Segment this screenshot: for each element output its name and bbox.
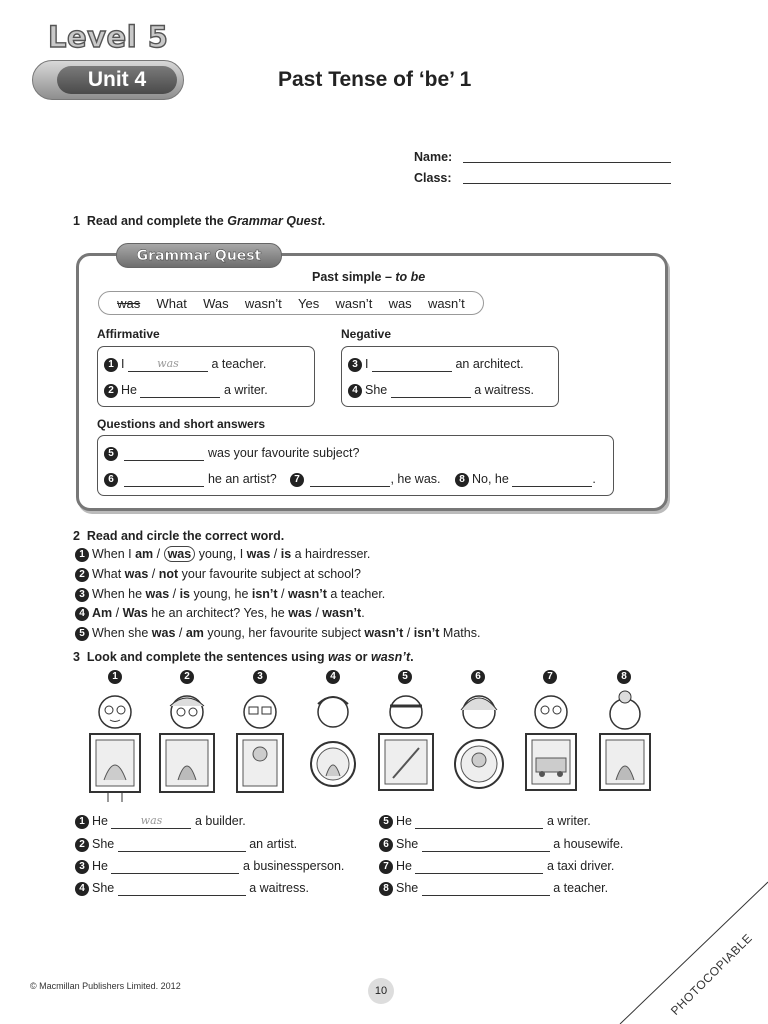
person-holding-picture-illustration	[520, 690, 582, 804]
qa-label: Questions and short answers	[97, 417, 266, 431]
person-holding-picture-illustration	[156, 690, 218, 804]
qa-item-6: 6 he an artist?	[104, 472, 277, 487]
person-holding-picture-illustration	[594, 690, 656, 804]
level-heading: Level 5	[48, 20, 169, 54]
qa-item-7: 7 , he was.	[290, 472, 441, 487]
answer-blank[interactable]	[111, 860, 239, 874]
answer-blank[interactable]	[140, 384, 220, 398]
affirmative-label: Affirmative	[97, 327, 160, 341]
word-bank-item: Yes	[297, 295, 320, 311]
picture-number: 4	[326, 670, 340, 684]
choice-word[interactable]: Am	[92, 606, 113, 620]
picture-number: 7	[543, 670, 557, 684]
word-bank-item: Was	[203, 295, 229, 311]
ex3-item-1: 1 He was a builder.	[75, 814, 246, 829]
choice-word[interactable]: not	[158, 567, 179, 581]
grammar-quest-tab: Grammar Quest	[116, 243, 282, 268]
ex3-item-6: 6 She a housewife.	[379, 837, 623, 852]
ex2-instruction: 2 Read and circle the correct word.	[73, 529, 285, 543]
answer-blank[interactable]	[118, 882, 246, 896]
word-bank-item: What	[156, 295, 187, 311]
qa-box	[97, 435, 614, 496]
word-bank-item: was	[117, 295, 141, 311]
picture-number: 2	[180, 670, 194, 684]
word-bank	[98, 291, 484, 315]
class-label: Class:	[414, 171, 452, 185]
picture-number: 8	[617, 670, 631, 684]
answer-blank[interactable]	[391, 384, 471, 398]
choice-word[interactable]: am	[135, 547, 154, 561]
photocopiable-stamp: PHOTOCOPIABLE	[668, 930, 755, 1018]
answer-blank[interactable]: was	[128, 358, 208, 372]
page-number: 10	[368, 978, 394, 1004]
ex3-item-8: 8 She a teacher.	[379, 881, 608, 896]
picture-number: 1	[108, 670, 122, 684]
word-bank-item: wasn’t	[244, 295, 282, 311]
picture-number: 5	[398, 670, 412, 684]
neg-item-4: 4 She a waitress.	[348, 383, 534, 398]
name-field[interactable]	[463, 162, 671, 163]
ex3-item-5: 5 He a writer.	[379, 814, 591, 829]
ex3-item-3: 3 He a businessperson.	[75, 859, 344, 874]
choice-word[interactable]: was	[124, 567, 149, 581]
choice-word[interactable]: am	[185, 626, 204, 640]
person-holding-picture-illustration	[84, 690, 146, 804]
choice-word[interactable]: was	[145, 587, 170, 601]
word-bank-item: wasn’t	[427, 295, 465, 311]
qa-item-8: 8 No, he .	[455, 472, 596, 487]
unit-badge	[32, 60, 184, 100]
picture-number: 3	[253, 670, 267, 684]
answer-blank[interactable]	[422, 838, 550, 852]
affirmative-box	[97, 346, 315, 407]
ex3-instruction: 3 Look and complete the sentences using was or wasn’t.	[73, 650, 414, 664]
answer-blank[interactable]	[422, 882, 550, 896]
choice-word[interactable]: is	[179, 587, 191, 601]
person-holding-picture-illustration	[375, 690, 437, 804]
choice-word[interactable]: was	[288, 606, 312, 620]
choice-word[interactable]: isn’t	[251, 587, 278, 601]
choice-word[interactable]: wasn’t	[288, 587, 327, 601]
choice-word[interactable]: was	[246, 547, 271, 561]
answer-blank[interactable]	[124, 473, 204, 487]
answer-blank[interactable]: was	[111, 815, 191, 829]
ex2-item-1: 1 When I am / was young, I was / is a hairdresser.	[75, 547, 370, 562]
word-bank-item: was	[388, 295, 412, 311]
person-holding-picture-illustration	[448, 690, 510, 804]
ex3-item-4: 4 She a waitress.	[75, 881, 309, 896]
copyright: © Macmillan Publishers Limited. 2012	[30, 981, 181, 991]
choice-word[interactable]: wasn’t	[322, 606, 362, 620]
ex3-item-7: 7 He a taxi driver.	[379, 859, 614, 874]
answer-blank[interactable]	[415, 815, 543, 829]
answer-blank[interactable]	[310, 473, 390, 487]
answer-blank[interactable]	[415, 860, 543, 874]
choice-word[interactable]: isn’t	[413, 626, 440, 640]
ex3-item-2: 2 She an artist.	[75, 837, 297, 852]
name-label: Name:	[414, 150, 453, 164]
grammar-heading: Past simple – to be	[312, 270, 426, 284]
page-title: Past Tense of ‘be’ 1	[278, 68, 472, 91]
word-bank-item: wasn’t	[335, 295, 373, 311]
neg-item-3: 3 I an architect.	[348, 357, 524, 372]
answer-blank[interactable]	[512, 473, 592, 487]
class-field[interactable]	[463, 183, 671, 184]
choice-word[interactable]: is	[280, 547, 292, 561]
negative-box	[341, 346, 559, 407]
choice-word[interactable]: was	[151, 626, 176, 640]
unit-label: Unit 4	[57, 66, 177, 94]
answer-blank[interactable]	[124, 447, 204, 461]
ex2-item-3: 3 When he was / is young, he isn’t / wasn’t a teacher.	[75, 587, 385, 602]
choice-word[interactable]: wasn’t	[364, 626, 404, 640]
answer-blank[interactable]	[372, 358, 452, 372]
ex1-instruction: 1 Read and complete the Grammar Quest.	[73, 214, 326, 228]
choice-word[interactable]: Was	[122, 606, 148, 620]
ex2-item-4: 4 Am / Was he an architect? Yes, he was / wasn’t.	[75, 606, 365, 621]
ex2-item-2: 2 What was / not your favourite subject at school?	[75, 567, 361, 582]
ex2-item-5: 5 When she was / am young, her favourite subject wasn’t / isn’t Maths.	[75, 626, 480, 641]
aff-item-1: 1 I was a teacher.	[104, 357, 266, 372]
person-holding-picture-illustration	[229, 690, 291, 804]
person-holding-picture-illustration	[302, 690, 364, 804]
negative-label: Negative	[341, 327, 392, 341]
choice-word[interactable]: was	[164, 546, 196, 562]
answer-blank[interactable]	[118, 838, 246, 852]
picture-number: 6	[471, 670, 485, 684]
qa-item-5: 5 was your favourite subject?	[104, 446, 359, 461]
aff-item-2: 2 He a writer.	[104, 383, 268, 398]
